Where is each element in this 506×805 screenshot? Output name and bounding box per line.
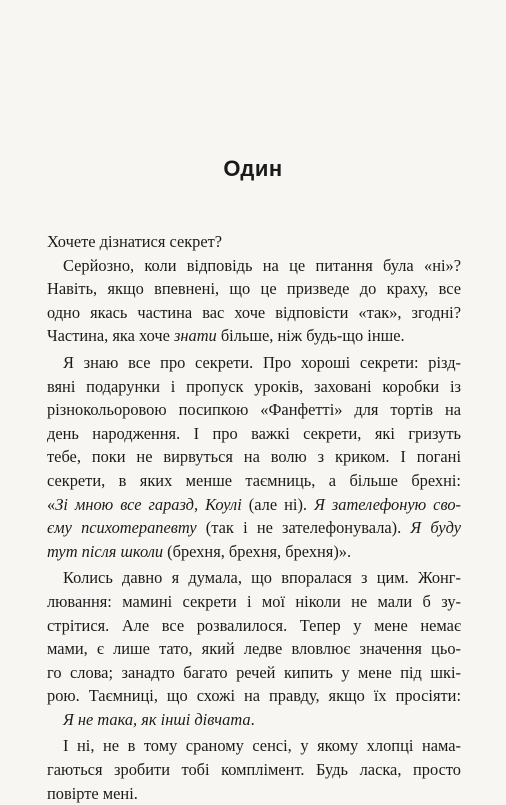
text-line: повірте мені. — [47, 783, 138, 803]
text-line: Я не така, як інші дівчата. — [63, 709, 255, 729]
text-line: вяні подарунки і пропуск уроків, заховані коробки із — [47, 376, 461, 396]
text-line: Серйозно, коли відповідь на це питання була «ні»? — [63, 255, 461, 275]
text-line: день народження. І про важкі секрети, які гризуть — [47, 423, 461, 443]
text-line: одно якась частина вас хоче відповісти «так», згодні? — [47, 302, 461, 322]
text-line: І ні, не в тому сраному сенсі, у якому хлопці нама- — [63, 736, 461, 756]
text-line: Колись давно я думала, що впоралася з цим. Жонг- — [63, 568, 461, 588]
text-line: рою. Таємниці, що схожі на правду, якщо їх просіяти: — [47, 686, 461, 706]
text-line: тут після школи (брехня, брехня, брехня)». — [47, 541, 352, 561]
text-line: секрети, в яких менше таємниць, а більше брехні: — [47, 470, 461, 490]
text-line: «Зі мною все гаразд, Коулі (але ні). Я зателефоную сво- — [47, 494, 462, 514]
text-line: стрітися. Але все розвалилося. Тепер у мене немає — [47, 615, 461, 635]
text-line: мами, є лише тато, який ледве вловлює значення цьо- — [47, 639, 461, 659]
text-line: Частина, яка хоче знати більше, ніж будь-що інше. — [47, 326, 405, 346]
text-line: Хочете дізнатися секрет? — [47, 232, 223, 251]
text-line: лювання: мамині секрети і мої ніколи не мали б зу- — [47, 591, 461, 611]
text-line: різнокольоровою посипкою «Фанфетті» для тортів на — [47, 400, 461, 420]
body-text — [47, 230, 461, 805]
text-line: Навіть, якщо впевнені, що це призведе до краху, все — [47, 279, 461, 299]
chapter-title: Один — [223, 156, 283, 181]
text-line: єму психотерапевту (так і не зателефонувала). Я буду — [47, 518, 461, 538]
text-line: Я знаю все про секрети. Про хороші секрети: різд- — [63, 352, 461, 372]
text-line: тебе, поки не вирвуться на волю з криком. І погані — [47, 447, 461, 467]
text-line: гаються зробити тобі комплімент. Будь ласка, просто — [47, 760, 461, 780]
text-line: го слова; занадто багато речей кипить у мене під шкі- — [47, 662, 461, 682]
